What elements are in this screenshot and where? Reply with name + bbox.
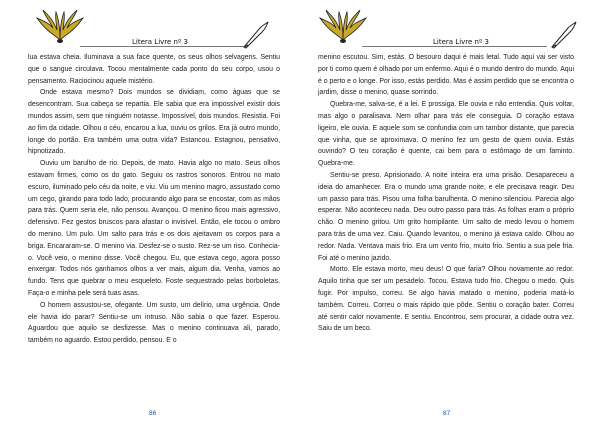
page-header — [0, 8, 300, 48]
page-header — [300, 8, 600, 48]
paragraph: Quebra-me, salva-se, é a lei. E prossiga. Ele ouvia e não entendia. Quis voltar, mas algo o paralisava. Nem olhar para trás ele conseguia. O coração estava ligeiro, ele ouvia. E aquele som se confundia com um tambor distante, que parecia que vinha, que se aproximava. O menino fez um gesto de quem ouvia. Estás ouvindo? O teu coração é quente, cai bem para o estômago de um faminto. Quebra-me. — [318, 101, 574, 168]
paragraph: lua estava cheia. Iluminava a sua face quente, os seus olhos selvagens. Sentiu que o sangue circulava. Tocou mentalmente cada ponto do seu corpo, usou o pensamento. Raciocinou aquele mistério. — [28, 54, 280, 85]
winged-emblem-icon — [318, 8, 368, 48]
header-rule — [362, 46, 547, 47]
page-body-text — [318, 52, 574, 335]
page-number: 86 — [149, 410, 157, 417]
quill-pen-icon — [240, 20, 270, 50]
winged-emblem-icon — [35, 8, 85, 48]
paragraph: Morto. Ele estava morto, meu deus! O que faria? Olhou novamente ao redor. Aquilo tinha que ser um pesadelo. Tocou. Estava tudo frio. Chegou o medo. Quis fugir. Por impulso, correu. Se algo havia matado o menino, poderia matá-lo também. Correu. Correu o mais rápido que pôde. Sentiu o coração bater. Correu até sentir calor novamente. E sentiu. Encontrou, sem procurar, a cidade outra vez. Saiu de um beco. — [318, 266, 574, 333]
right-page — [300, 0, 600, 424]
paragraph: menino escutou. Sim, estás. O besouro daqui é mais letal. Tudo aqui vai ser visto por ti como quem é olhado por um enfermo. Aqui é o mundo dentro do mundo. Aqui é o perto e o longe. Por isso, estás perdido. Mas é assim perdido que se encontra o jardim, disse o menino, quase sorrindo. — [318, 54, 574, 97]
paragraph: O homem assustou-se, ofegante. Um susto, um delírio, uma urgência. Onde ele havia ido parar? Sentiu-se um intruso. Não sabia o que fazer. Esperou. Aguardou que aquilo se desfizesse. Mas o menino continuava ali, parado, também no aguardo. Estou perdido, pensou. E o — [28, 301, 280, 345]
header-rule — [80, 46, 245, 47]
paragraph: Onde estava mesmo? Dois mundos se dividiam, como águas que se desencontram. Sua cabeça se repartia. Ele sabia que era impossível existir dois mundos assim, sem que ninguém notasse. Impossível, dois mundos. Resistia. Foi ao fim da cidade. Olhou o céu, encarou a lua, ouviu os grilos. Era já outro mundo, longe do portão. Era também uma outra vida? Estancou. Estagnou, pensativo, hipnotizado. — [28, 89, 280, 156]
header-title: Litera Livre nº 3 — [132, 38, 188, 46]
quill-pen-icon — [548, 20, 578, 50]
paragraph: Ouviu um barulho de rio. Depois, de mato. Havia algo no mato. Seus olhos estavam firmes, como os do gato. Seguiu os rastros sonoros. Entrou no mato escuro, iluminado pelo céu da noite, e viu. Viu um menino magro, assustado como um cego, girando para todo lado, procurando algo para se encostar, com as mãos para trás. Quem seria ele, não pensou. Avançou. O menino ficou mais agressivo, defensivo. Fez gestos bruscos para afastar o invisível. Então, ele tocou o ombro do menino. Um pulo. Um salto para trás e os dois ajeitavam os corpos para a briga. Encararam-se. O menino via. Desfez-se o susto. Rez-se um riso. Conhecia-o. Você veio, o menino disse. Você chegou. Eu, que estava cego, agora posso enxergar. Todos nós ganhamos olhos a ver mais, algum dia. Venha, vamos ao fundo. Tens que quebrar o meu esqueleto. Foste sequestrado pelas borboletas. Faça-o e minha pele será tuas asas. — [28, 160, 280, 297]
paragraph: Sentiu-se preso. Aprisionado. A noite inteira era uma prisão. Desapareceu a ideia do amanhecer. Era o mundo uma grande noite, e ele precisava reagir. Deu um passo para trás. Pisou uma folha barulhenta. O menino silenciou. Parecia algo esperar. Não aconteceu nada. Deu outro passo para trás. As folhas eram o próprio chão. O menino gritou. Um grito horripilante. Um salto de medo levou o homem para trás de uma vez. Caiu. Quando levantou, o menino já estava caído. Olhou ao redor. Nada. Ventava mais frio. Era um vento frio, muito frio. Sentiu a sua pele fria. Foi até o menino jazido. — [318, 171, 574, 262]
page-body-text — [28, 52, 280, 347]
header-title: Litera Livre nº 3 — [433, 38, 489, 46]
page-number: 87 — [443, 410, 451, 417]
